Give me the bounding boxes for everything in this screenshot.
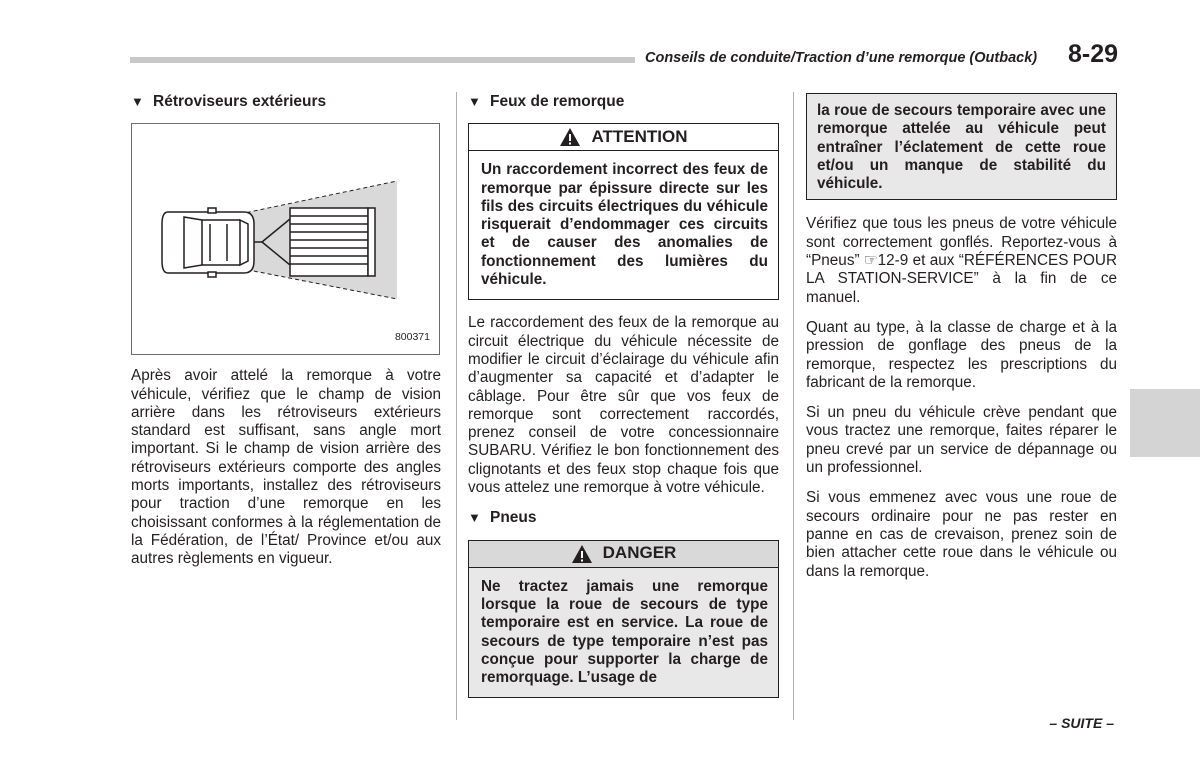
mirrors-paragraph: Après avoir attelé la remorque à votre véhicule, vérifiez que le champ de vision arrière dans les rétroviseurs extérieurs standard est suffisant, sans angle mort important. Si le champ de vision arrière des rétroviseurs extérieurs comporte des angles morts importants, installez des rétroviseurs pour traction d’une remorque en les choisissant conformes à la réglementation de la Fédération, de l’État/ Province et/ou aux autres règlements en vigueur. <box>131 367 441 568</box>
trailer-tires-paragraph: Quant au type, à la classe de charge et à la pression de gonflage des pneus de la remorque, respectez les prescriptions du fabricant de la remorque. <box>806 318 1117 391</box>
column-right <box>806 93 1117 593</box>
danger-body: Ne tractez jamais une remorque lorsque la roue de secours de type temporaire est en service. La roue de secours de type temporaire n’est pas conçue pour supporter la charge de remorquage. L’usage de <box>468 568 779 699</box>
running-header-title: Conseils de conduite/Traction d’une remorque (Outback) <box>645 50 1038 66</box>
section-heading-tires: ▼ Pneus <box>468 509 537 527</box>
flat-tire-paragraph: Si un pneu du véhicule crève pendant que vous tractez une remorque, faites réparer le pneu crevé par un service de dépannage ou un professionnel. <box>806 404 1117 477</box>
column-middle <box>468 93 779 698</box>
triangle-down-icon: ▼ <box>468 94 481 109</box>
continued-marker: – SUITE – <box>1049 715 1114 731</box>
warning-triangle-icon <box>559 127 581 147</box>
triangle-down-icon: ▼ <box>131 94 144 109</box>
tire-pressure-paragraph: Vérifiez que tous les pneus de votre véhicule sont correctement gonflés. Reportez-vous à “Pneus” ☞12-9 et aux “RÉFÉRENCES POUR LA STATION-SERVICE” à la fin de ce manuel. <box>806 215 1117 306</box>
trailer-lights-paragraph: Le raccordement des feux de la remorque au circuit électrique du véhicule nécessite de modifier le circuit d’éclairage du véhicule afin d’augmenter sa capacité et d’adapter le câblage. Pour être sûr que vos feux de remorque sont correctement raccordés, prenez conseil de votre concessionnaire SUBARU. Vérifiez le bon fonctionnement des clignotants et des feux stop chaque fois que vous attelez une remorque à votre véhicule. <box>468 314 779 497</box>
mirror-view-figure <box>131 123 440 355</box>
spare-wheel-paragraph: Si vous emmenez avec vous une roue de secours ordinaire pour ne pas rester en panne en cas de crevaison, prenez soin de bien attacher cette roue dans le véhicule ou dans la remorque. <box>806 489 1117 580</box>
car-top-view-icon <box>162 208 254 277</box>
warning-triangle-icon <box>571 544 593 564</box>
triangle-down-icon: ▼ <box>468 510 481 526</box>
column-left <box>131 93 441 581</box>
danger-label: DANGER <box>602 543 677 563</box>
trailer-mirror-diagram <box>132 124 441 356</box>
chapter-thumb-tab <box>1130 389 1200 457</box>
attention-header <box>468 123 779 151</box>
column-divider <box>793 92 794 720</box>
section-heading-trailer-lights: ▼ Feux de remorque <box>468 93 625 110</box>
trailer-top-view-icon <box>290 208 375 276</box>
column-divider <box>456 92 457 720</box>
danger-body-continued: la roue de secours temporaire avec une remorque attelée au véhicule peut entraîner l’éclatement de cette roue et/ou un manque de stabilité du véhicule. <box>806 93 1117 200</box>
section-heading-mirrors: ▼ Rétroviseurs extérieurs <box>131 93 327 110</box>
page-number: 8-29 <box>1068 40 1119 68</box>
figure-code: 800371 <box>394 331 430 343</box>
header-rule <box>130 57 635 63</box>
attention-body: Un raccordement incorrect des feux de remorque par épissure directe sur les fils des circuits électriques du véhicule risquerait d’endommager ces circuits et de causer des anomalies de fonctionnement des lumières du véhicule. <box>468 151 779 300</box>
danger-header <box>468 540 779 568</box>
attention-label: ATTENTION <box>591 127 688 147</box>
